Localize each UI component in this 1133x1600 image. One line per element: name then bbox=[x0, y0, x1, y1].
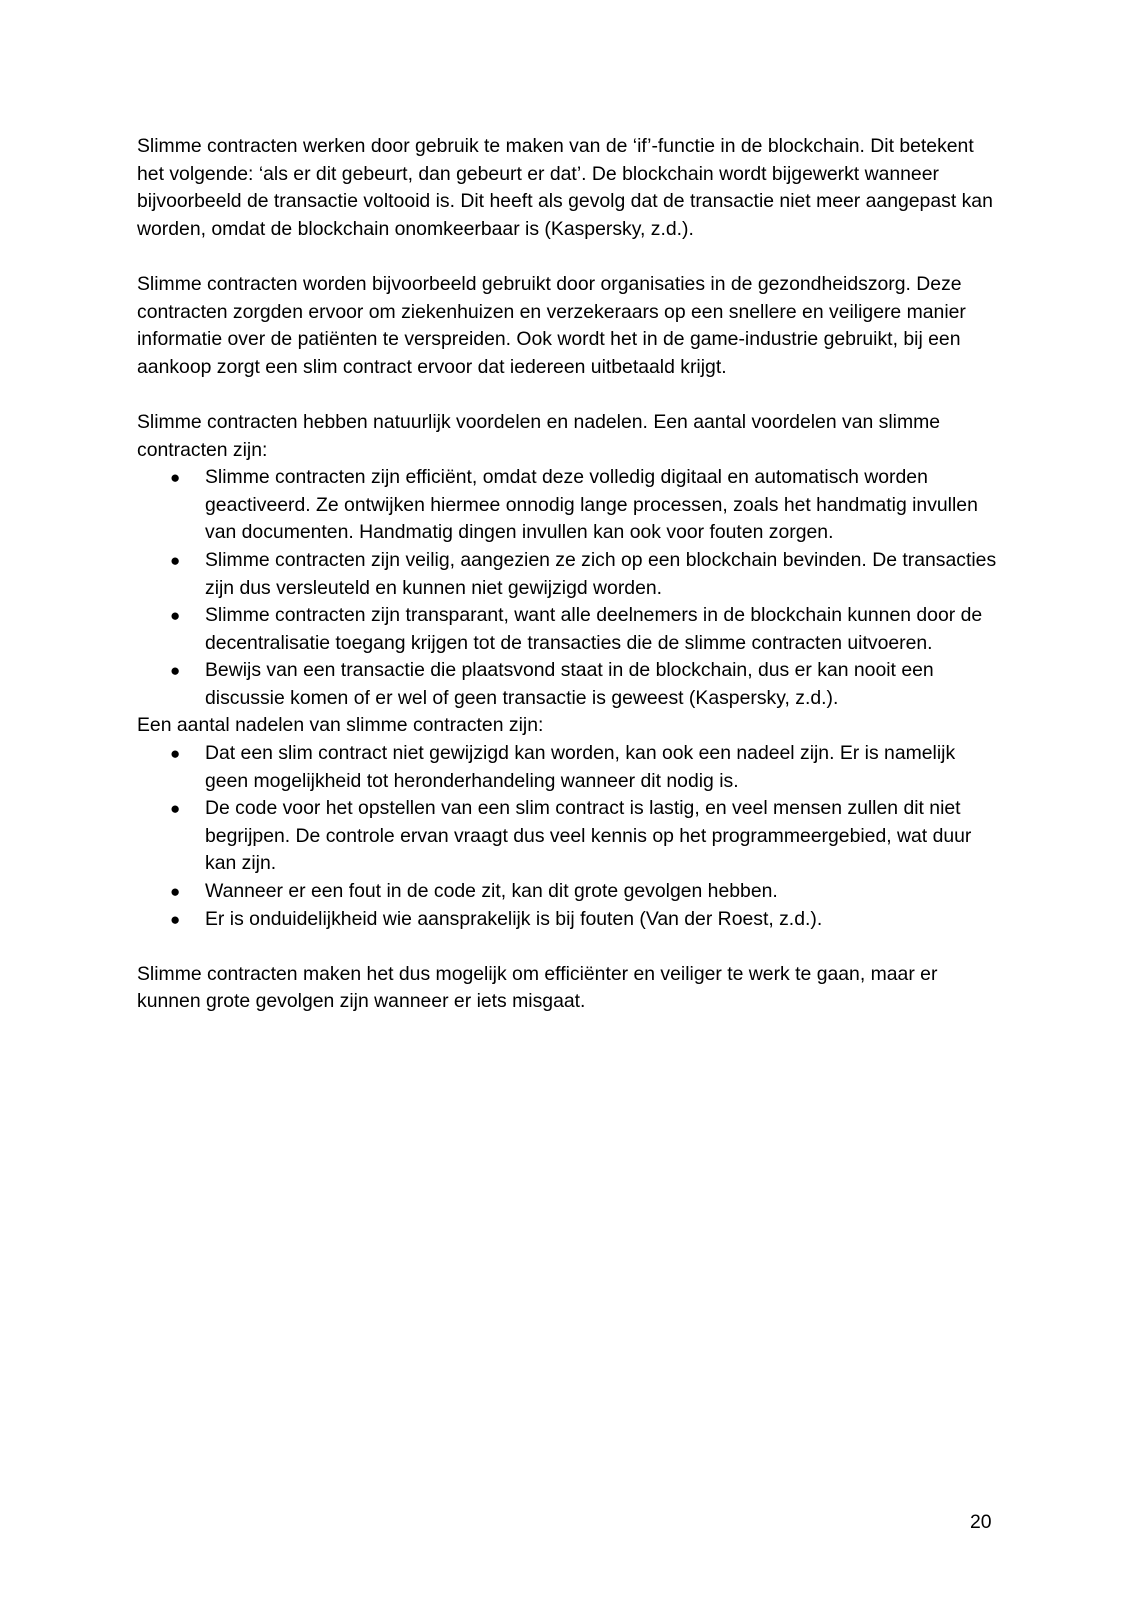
paragraph-advantages-intro: Slimme contracten hebben natuurlijk voordelen en nadelen. Een aantal voordelen van slimme contracten zijn: bbox=[137, 410, 941, 461]
list-item-text: Slimme contracten zijn efficiënt, omdat deze volledig digitaal en automatisch worden geactiveerd. Ze ontwijken hiermee onnodig lange processen, zoals het handmatig invullen van documenten. Handmatig dingen invullen kan ook voor fouten zorgen. bbox=[205, 466, 978, 544]
page-number: 20 bbox=[970, 1511, 992, 1533]
bullet-icon: ● bbox=[170, 468, 181, 488]
list-item bbox=[137, 602, 997, 657]
list-item-text: Dat een slim contract niet gewijzigd kan worden, kan ook een nadeel zijn. Er is namelijk geen mogelijkheid tot heronderhandeling wanneer dit nodig is. bbox=[205, 742, 956, 792]
list-item bbox=[137, 878, 997, 906]
list-item bbox=[137, 547, 997, 602]
paragraph-healthcare-usage: Slimme contracten worden bijvoorbeeld gebruikt door organisaties in de gezondheidszorg. Deze contracten zorgden ervoor om ziekenhuizen en verzekeraars op een snellere en veiligere manier informatie over de patiënten te verspreiden. Ook wordt het in de game-industrie gebruikt, bij een aankoop zorgt een slim contract ervoor dat iedereen uitbetaald krijgt. bbox=[137, 272, 966, 378]
list-item bbox=[137, 464, 997, 547]
paragraph-disadvantages-intro: Een aantal nadelen van slimme contracten zijn: bbox=[137, 714, 544, 737]
paragraph-conclusion: Slimme contracten maken het dus mogelijk om efficiënter en veiliger te werk te gaan, maar er kunnen grote gevolgen zijn wanneer er iets misgaat. bbox=[137, 962, 938, 1013]
list-item-text: De code voor het opstellen van een slim contract is lastig, en veel mensen zullen dit niet begrijpen. De controle ervan vraagt dus veel kennis op het programmeergebied, wat duur kan zijn. bbox=[205, 797, 972, 875]
bullet-icon: ● bbox=[170, 909, 181, 929]
list-item bbox=[137, 795, 997, 878]
list-item-text: Bewijs van een transactie die plaatsvond staat in de blockchain, dus er kan nooit een discussie komen of er wel of geen transactie is geweest (Kaspersky, z.d.). bbox=[205, 659, 934, 709]
bullet-icon: ● bbox=[170, 744, 181, 764]
list-item-text: Wanneer er een fout in de code zit, kan dit grote gevolgen hebben. bbox=[205, 880, 778, 903]
list-item-text: Slimme contracten zijn veilig, aangezien ze zich op een blockchain bevinden. De transacties zijn dus versleuteld en kunnen niet gewijzigd worden. bbox=[205, 548, 997, 599]
bullet-icon: ● bbox=[170, 882, 181, 902]
paragraph-if-function: Slimme contracten werken door gebruik te maken van de ‘if’-functie in de blockchain. Dit betekent het volgende: ‘als er dit gebeurt, dan gebeurt er dat’. De blockchain wordt bijgewerkt wanneer bijvoorbeeld de transactie voltooid is. Dit heeft als gevolg dat de transactie niet meer aangepast kan worden, omdat de blockchain onomkeerbaar is (Kaspersky, z.d.). bbox=[137, 135, 993, 240]
bullet-icon: ● bbox=[170, 799, 181, 819]
advantages-list bbox=[137, 464, 997, 712]
list-item bbox=[137, 740, 997, 795]
bullet-icon: ● bbox=[170, 661, 181, 681]
disadvantages-list bbox=[137, 740, 997, 933]
bullet-icon: ● bbox=[170, 550, 181, 570]
list-item-text: Slimme contracten zijn transparant, want alle deelnemers in de blockchain kunnen door de decentralisatie toegang krijgen tot de transacties die de slimme contracten uitvoeren. bbox=[205, 604, 983, 654]
list-item bbox=[137, 906, 997, 934]
list-item-text: Er is onduidelijkheid wie aansprakelijk is bij fouten (Van der Roest, z.d.). bbox=[205, 907, 823, 930]
bullet-icon: ● bbox=[170, 606, 181, 626]
list-item bbox=[137, 657, 997, 712]
document-body bbox=[137, 133, 997, 1016]
